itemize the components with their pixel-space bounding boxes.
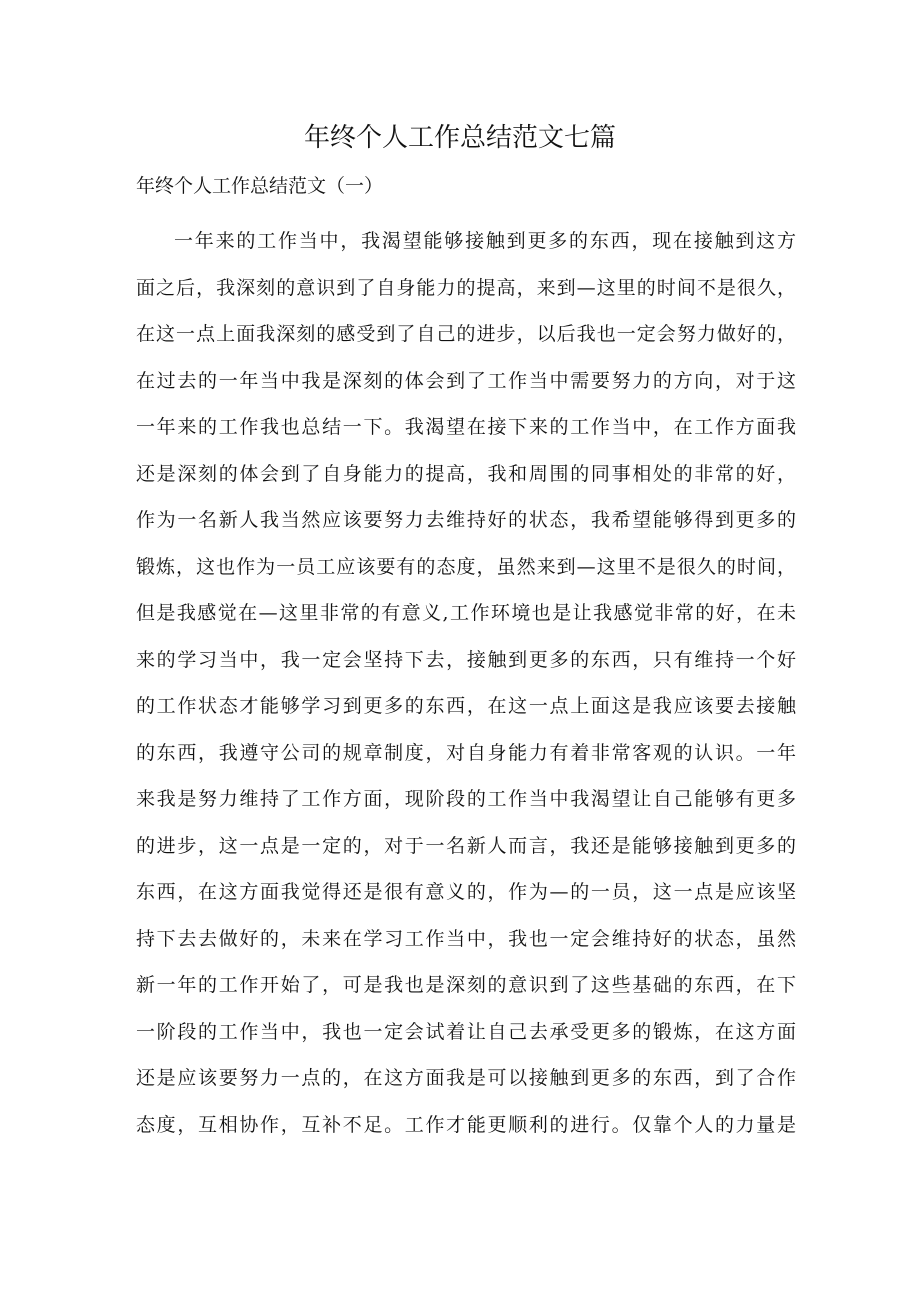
section-heading: 年终个人工作总结范文（一） [136, 175, 384, 197]
document-title: 年终个人工作总结范文七篇 [303, 123, 616, 153]
paragraph-line: 的工作状态才能够学习到更多的东西，在这一点上面这是我应该要去接触 [136, 695, 796, 717]
paragraph-line: 一年来的工作我也总结一下。我渴望在接下来的工作当中，在工作方面我 [136, 416, 796, 438]
paragraph-line: 东西，在这方面我觉得还是很有意义的，作为—的一员，这一点是应该坚 [136, 881, 796, 903]
paragraph-line: 一阶段的工作当中，我也一定会试着让自己去承受更多的锻炼，在这方面 [136, 1020, 796, 1043]
paragraph-line: 新一年的工作开始了，可是我也是深刻的意识到了这些基础的东西，在下 [136, 974, 796, 996]
paragraph-line: 持下去去做好的，未来在学习工作当中，我也一定会维持好的状态，虽然 [136, 927, 796, 950]
paragraph-line: 还是深刻的体会到了自身能力的提高，我和周围的同事相处的非常的好， [136, 462, 796, 485]
paragraph-line: 还是应该要努力一点的，在这方面我是可以接触到更多的东西，到了合作 [136, 1067, 796, 1089]
paragraph-line: 在过去的一年当中我是深刻的体会到了工作当中需要努力的方向，对于这 [136, 369, 796, 392]
paragraph-line: 来的学习当中，我一定会坚持下去，接触到更多的东西，只有维持一个好 [136, 648, 796, 671]
paragraph-line: 的东西，我遵守公司的规章制度，对自身能力有着非常客观的认识。一年 [136, 741, 796, 764]
paragraph-line: 来我是努力维持了工作方面，现阶段的工作当中我渴望让自己能够有更多 [136, 788, 796, 810]
paragraph-line: 作为一名新人我当然应该要努力去维持好的状态，我希望能够得到更多的 [136, 509, 796, 531]
paragraph-line: 锻炼，这也作为一员工应该要有的态度，虽然来到—这里不是很久的时间， [136, 555, 796, 578]
paragraph-line: 一年来的工作当中，我渴望能够接触到更多的东西，现在接触到这方 [174, 230, 796, 252]
body-paragraph [136, 218, 796, 1148]
paragraph-line: 态度，互相协作，互补不足。工作才能更顺利的进行。仅靠个人的力量是 [136, 1113, 796, 1136]
paragraph-line: 但是我感觉在—这里非常的有意义,工作环境也是让我感觉非常的好，在未 [136, 602, 796, 624]
paragraph-line: 的进步，这一点是一定的，对于一名新人而言，我还是能够接触到更多的 [136, 834, 796, 857]
paragraph-line: 面之后，我深刻的意识到了自身能力的提高，来到—这里的时间不是很久， [136, 276, 796, 299]
paragraph-line: 在这一点上面我深刻的感受到了自己的进步，以后我也一定会努力做好的， [136, 323, 796, 345]
